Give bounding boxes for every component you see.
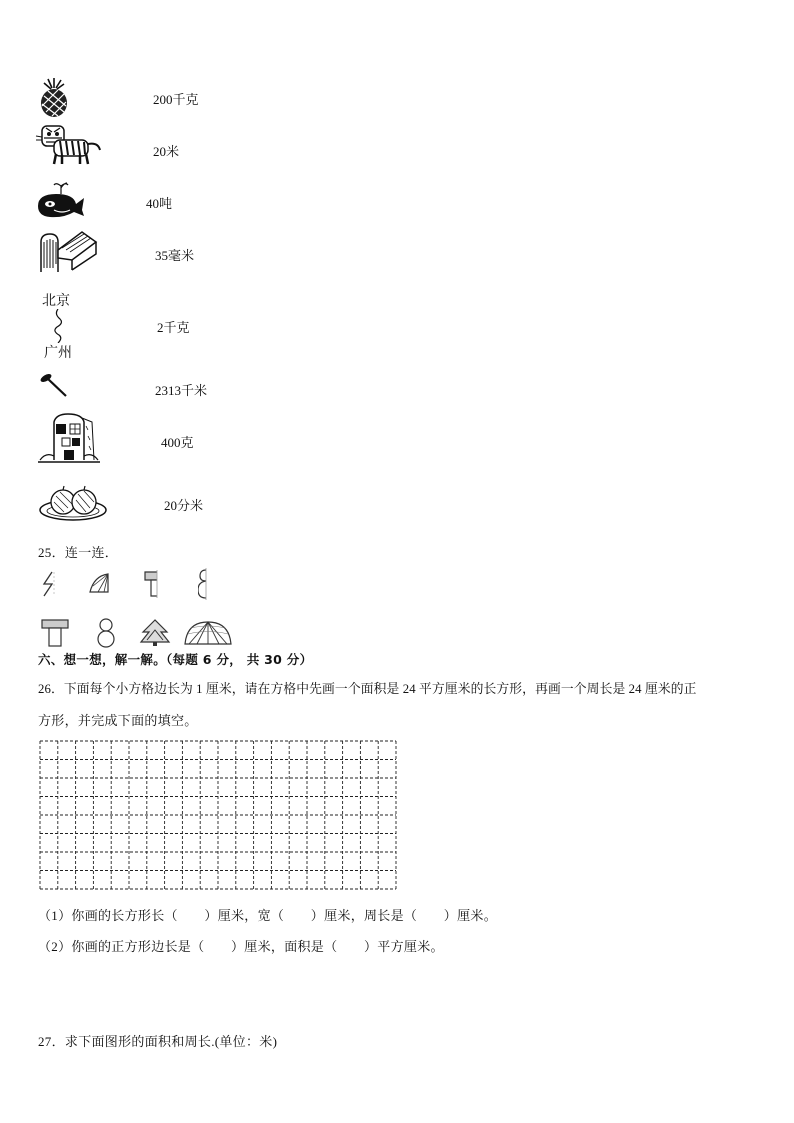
row-value-2: 20米 <box>153 144 180 159</box>
half-snowman-icon <box>198 568 212 600</box>
route-to-label: 广州 <box>44 345 72 361</box>
apple-plate-icon <box>38 484 108 522</box>
row-value-8: 20分米 <box>164 498 204 513</box>
row-value-7: 400克 <box>161 435 194 450</box>
row-value-3: 40吨 <box>146 196 173 211</box>
building-icon <box>38 412 100 464</box>
route-from-label: 北京 <box>42 293 70 309</box>
half-umbrella-icon <box>88 572 112 594</box>
q25-title: 25．连一连． <box>38 545 119 560</box>
snowman-icon <box>95 618 117 648</box>
q26-blank2: （2）你画的正方形边长是（ ）厘米，面积是（ ）平方厘米。 <box>38 939 444 954</box>
nail-icon <box>40 372 68 398</box>
pineapple-icon <box>36 78 72 118</box>
q27-title: 27．求下面图形的面积和周长.(单位：米) <box>38 1034 278 1049</box>
row-value-1: 200千克 <box>153 92 199 107</box>
q26-line1: 26．下面每个小方格边长为 1 厘米，请在方格中先画一个面积是 24 平方厘米的长方形，再画一个周长是 24 厘米的正 <box>38 682 697 696</box>
tiger-icon <box>34 124 104 166</box>
umbrella-icon <box>183 620 233 646</box>
mushroom-icon <box>40 618 70 648</box>
half-mushroom-icon <box>143 570 163 598</box>
tree-icon <box>139 618 171 646</box>
section6-title: 六、想一想，解一解。（每题 6 分， 共 30 分） <box>38 652 313 667</box>
row-value-5: 2千克 <box>157 320 190 335</box>
dotted-grid[interactable] <box>39 740 397 890</box>
whale-icon <box>34 180 88 220</box>
beijing-guangzhou-route-icon <box>42 290 82 360</box>
row-value-4: 35毫米 <box>155 248 195 263</box>
q26-line2: 方形，并完成下面的填空。 <box>38 713 198 728</box>
row-value-6: 2313千米 <box>155 383 208 398</box>
half-lightning-icon <box>40 570 58 598</box>
bed-icon <box>38 228 98 274</box>
q26-blank1: （1）你画的长方形长（ ）厘米，宽（ ）厘米，周长是（ ）厘米。 <box>38 908 498 923</box>
